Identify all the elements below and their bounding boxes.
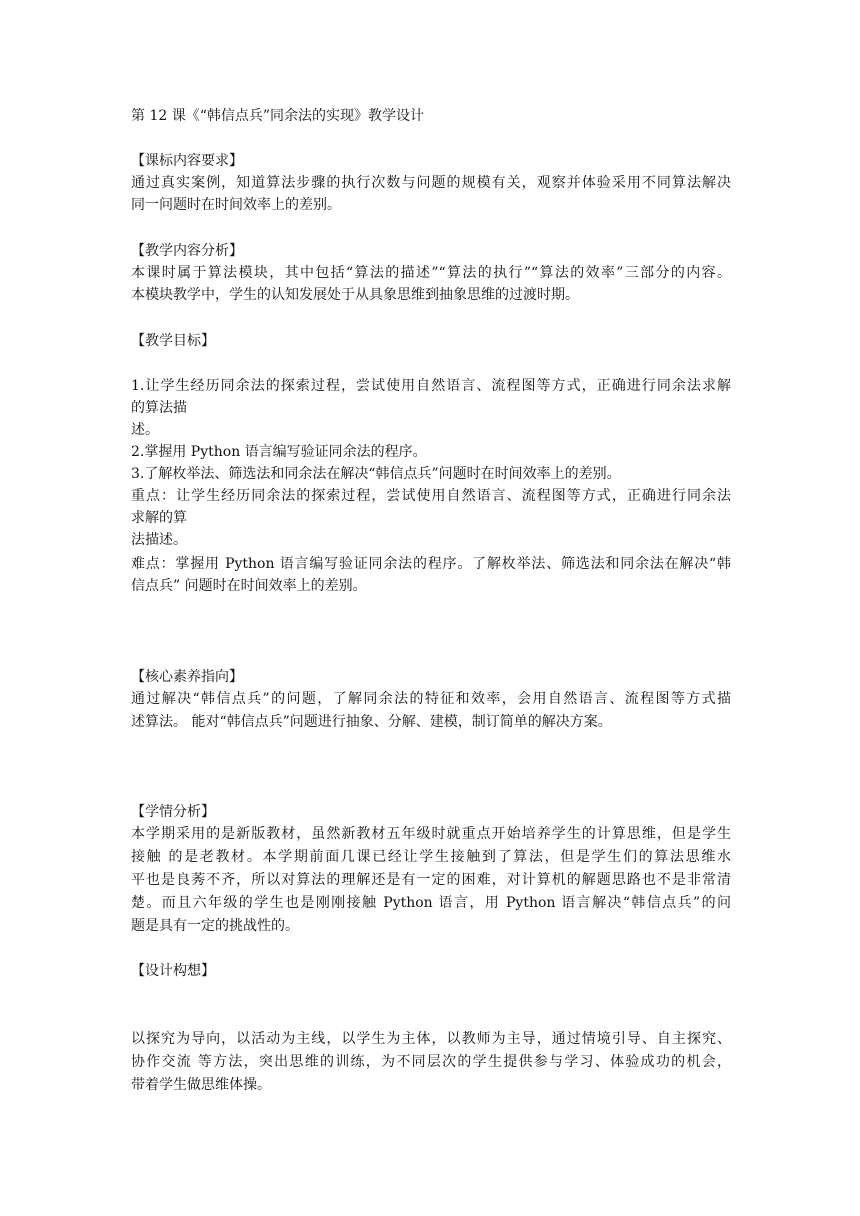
key-point-line-3: 法描述。 [131,532,187,548]
key-point-line-2: 求解的算 [131,510,187,526]
learner-analysis-heading: 【学情分析】 [131,804,215,820]
document-title: 第 12 课《“韩信点兵”同余法的实现》教学设计 [131,108,425,124]
teaching-goals-line-1: 1.让学生经历同余法的探索过程，尝试使用自然语言、流程图等方式，正确进行同余法求解 [131,378,731,394]
difficulty-line-1: 难点：掌握用 Python 语言编写验证同余法的程序。了解枚举法、筛选法和同余法在解决“韩 [131,556,731,572]
teaching-goals-line-4: 2.掌握用 Python 语言编写验证同余法的程序。 [131,444,427,460]
learner-analysis-line-5: 题是具有一定的挑战性的。 [131,918,299,934]
content-analysis-heading: 【教学内容分析】 [131,243,243,259]
learner-analysis-line-4: 楚。而且六年级的学生也是刚刚接触 Python 语言，用 Python 语言解决“韩信点兵”的问 [131,895,731,911]
curriculum-requirements-line-2: 同一问题时在时间效率上的差别。 [131,197,341,213]
curriculum-requirements-heading: 【课标内容要求】 [131,153,243,169]
core-literacy-heading: 【核心素养指向】 [131,669,243,685]
core-literacy-line-1: 通过解决“韩信点兵”的问题，了解同余法的特征和效率，会用自然语言、流程图等方式描 [131,691,731,707]
design-concept-line-1: 以探究为导向，以活动为主线，以学生为主体，以教师为主导，通过情境引导、自主探究、 [131,1031,731,1047]
teaching-goals-heading: 【教学目标】 [131,333,215,349]
core-literacy-line-2: 述算法。 能对“韩信点兵”问题进行抽象、分解、建模，制订简单的解决方案。 [131,714,612,730]
learner-analysis-line-3: 平也是良莠不齐，所以对算法的理解还是有一定的困难，对计算机的解题思路也不是非常清 [131,872,731,888]
learner-analysis-line-2: 接触 的是老教材。本学期前面几课已经让学生接触到了算法，但是学生们的算法思维水 [131,849,731,865]
design-concept-line-2: 协作交流 等方法，突出思维的训练，为不同层次的学生提供参与学习、体验成功的机会， [131,1054,731,1070]
teaching-goals-line-5: 3.了解枚举法、筛选法和同余法在解决“韩信点兵”问题时在时间效率上的差别。 [131,466,621,482]
key-point-line-1: 重点：让学生经历同余法的探索过程，尝试使用自然语言、流程图等方式，正确进行同余法 [131,488,731,504]
teaching-goals-line-2: 的算法描 [131,400,187,416]
content-analysis-line-1: 本课时属于算法模块，其中包括“算法的描述”“算法的执行”“算法的效率”三部分的内容。 [131,265,731,281]
design-concept-heading: 【设计构想】 [131,963,215,979]
design-concept-line-3: 带着学生做思维体操。 [131,1077,271,1093]
content-analysis-line-2: 本模块教学中，学生的认知发展处于从具象思维到抽象思维的过渡时期。 [131,287,579,303]
curriculum-requirements-line-1: 通过真实案例，知道算法步骤的执行次数与问题的规模有关，观察并体验采用不同算法解决 [131,175,731,191]
teaching-goals-line-3: 述。 [131,422,159,438]
learner-analysis-line-1: 本学期采用的是新版教材，虽然新教材五年级时就重点开始培养学生的计算思维，但是学生 [131,826,731,842]
difficulty-line-2: 信点兵” 问题时在时间效率上的差别。 [131,578,367,594]
